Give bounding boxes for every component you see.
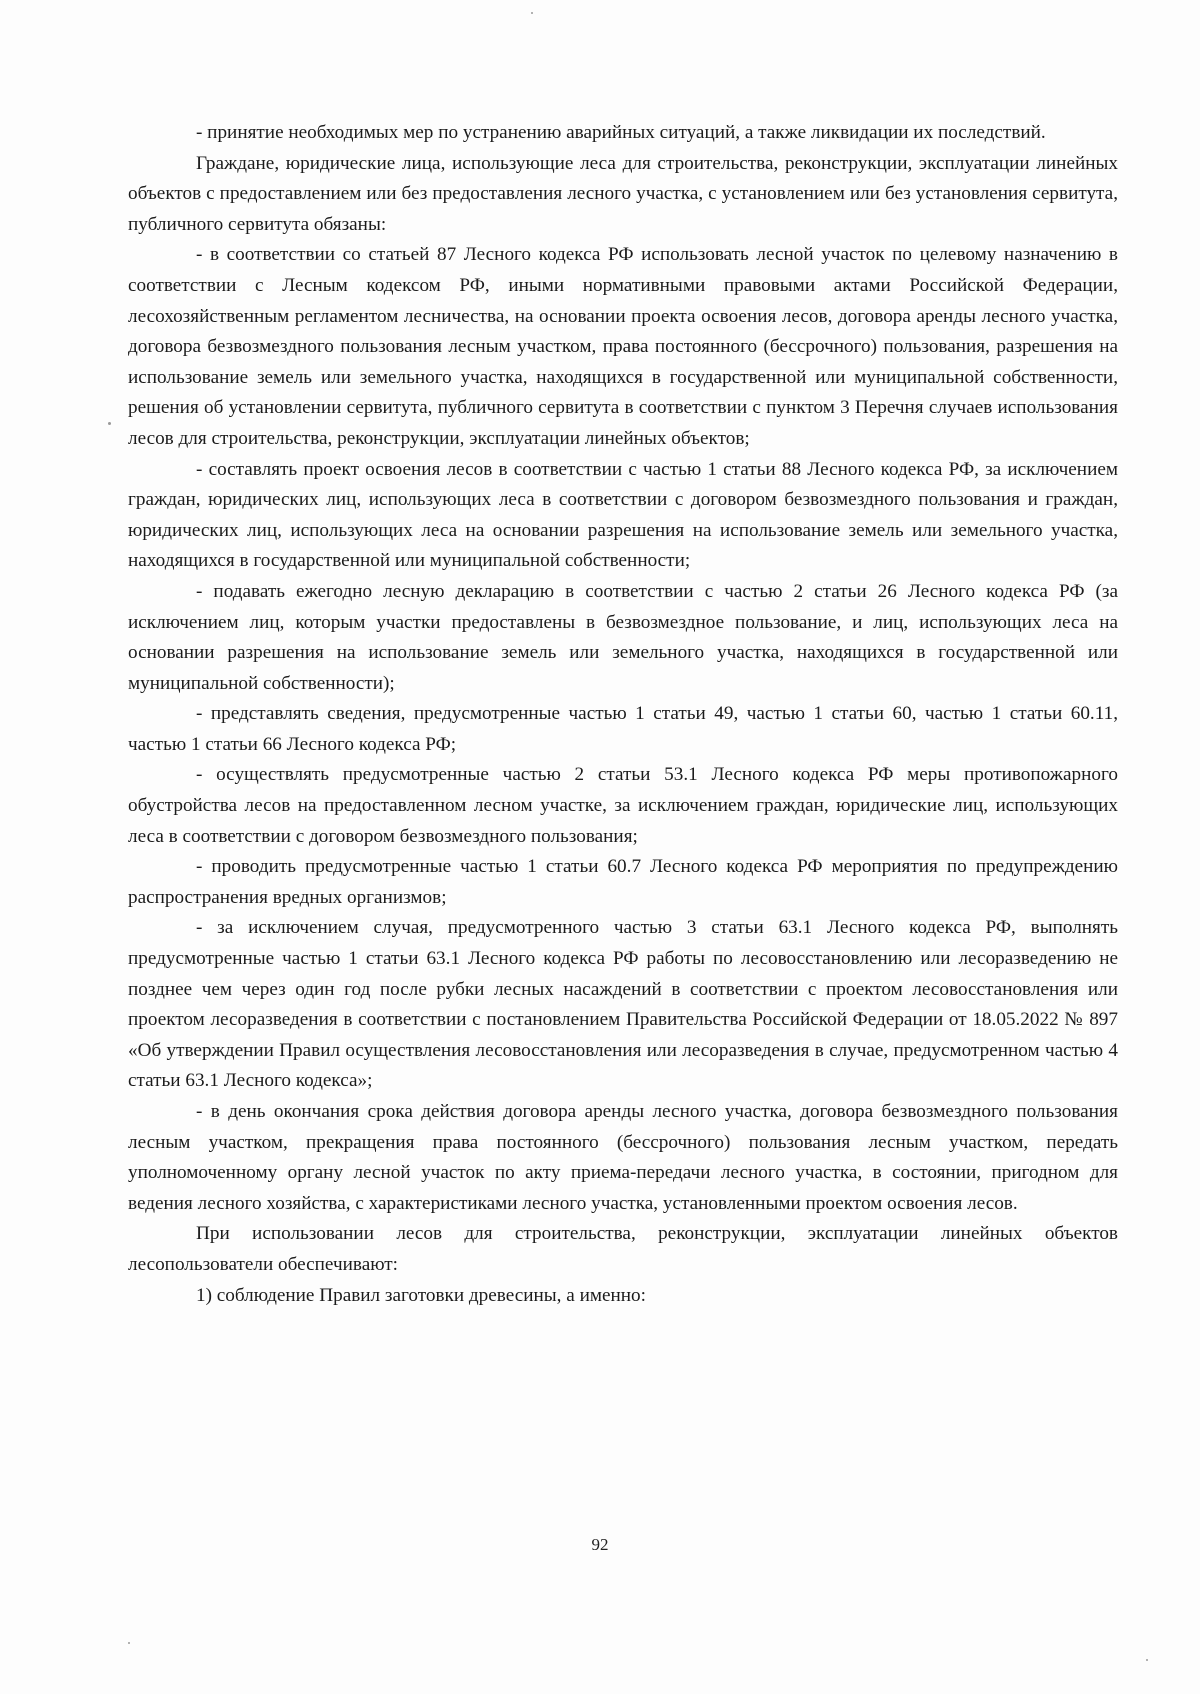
paragraph: - подавать ежегодно лесную декларацию в соответствии с частью 2 статьи 26 Лесного кодекса РФ (за исключением лиц, которым участки предоставлены в безвозмездное пользование, и лиц, использующих леса на основании разрешения на использование земель или земельного участка, находящихся в государственной или муниципальной собственности); bbox=[128, 580, 1118, 694]
paragraph: - в соответствии со статьей 87 Лесного кодекса РФ использовать лесной участок по целевому назначению в соответствии с Лесным кодексом РФ, иными нормативными правовыми актами Российской Федерации, лесохозяйственным регламентом лесничества, на основании проекта освоения лесов, договора аренды лесного участка, договора безвозмездного пользования лесным участком, права постоянного (бессрочного) пользования, разрешения на использование земель или земельного участка, находящихся в государственной или муниципальной собственности, решения об установлении сервитута, публичного сервитута в соответствии с пунктом 3 Перечня случаев использования лесов для строительства, реконструкции, эксплуатации линейных объектов; bbox=[128, 244, 1118, 449]
paragraph: - осуществлять предусмотренные частью 2 статьи 53.1 Лесного кодекса РФ меры противопожарного обустройства лесов на предоставленном лесном участке, за исключением граждан, юридические лиц, использующих леса в соответствии с договором безвозмездного пользования; bbox=[128, 764, 1118, 847]
page-number: 92 bbox=[591, 1535, 609, 1554]
paragraph: - в день окончания срока действия договора аренды лесного участка, договора безвозмездного пользования лесным участком, прекращения права постоянного (бессрочного) пользования лесным участком, передать уполномоченному органу лесной участок по акту приема-передачи лесного участка, в состоянии, пригодном для ведения лесного хозяйства, с характеристиками лесного участка, установленными проектом освоения лесов. bbox=[128, 1101, 1118, 1214]
paragraph: 1) соблюдение Правил заготовки древесины, а именно: bbox=[196, 1284, 646, 1306]
paragraph: Граждане, юридические лица, использующие леса для строительства, реконструкции, эксплуатации линейных объектов с предоставлением или без предоставления лесного участка, с установлением или без установления сервитута, публичного сервитута обязаны: bbox=[128, 152, 1118, 235]
scan-speck bbox=[531, 12, 533, 14]
document-body bbox=[128, 118, 1118, 1311]
paragraph: - проводить предусмотренные частью 1 статьи 60.7 Лесного кодекса РФ мероприятия по предупреждению распространения вредных организмов; bbox=[128, 856, 1118, 908]
paragraph: - представлять сведения, предусмотренные частью 1 статьи 49, частью 1 статьи 60, частью 1 статьи 60.11, частью 1 статьи 66 Лесного кодекса РФ; bbox=[128, 703, 1118, 755]
scan-speck bbox=[108, 422, 111, 425]
paragraph: - за исключением случая, предусмотренного частью 3 статьи 63.1 Лесного кодекса РФ, выполнять предусмотренные частью 1 статьи 63.1 Лесного кодекса РФ работы по лесовосстановлению или лесоразведению не позднее чем через один год после рубки лесных насаждений в соответствии с проектом лесовосстановления или проектом лесоразведения в соответствии с постановлением Правительства Российской Федерации от 18.05.2022 № 897 «Об утверждении Правил осуществления лесовосстановления или лесоразведения в случае, предусмотренном частью 4 статьи 63.1 Лесного кодекса»; bbox=[128, 917, 1118, 1092]
paragraph: - составлять проект освоения лесов в соответствии с частью 1 статьи 88 Лесного кодекса РФ, за исключением граждан, юридических лиц, использующих леса в соответствии с договором безвозмездного пользования и граждан, юридических лиц, использующих леса на основании разрешения на использование земель или земельного участка, находящихся в государственной или муниципальной собственности; bbox=[128, 458, 1118, 572]
scan-speck bbox=[128, 1642, 130, 1644]
paragraph: При использовании лесов для строительства, реконструкции, эксплуатации линейных объектов лесопользователи обеспечивают: bbox=[128, 1223, 1118, 1275]
scan-speck bbox=[1146, 1659, 1148, 1661]
paragraph: - принятие необходимых мер по устранению аварийных ситуаций, а также ликвидации их последствий. bbox=[196, 122, 1046, 143]
